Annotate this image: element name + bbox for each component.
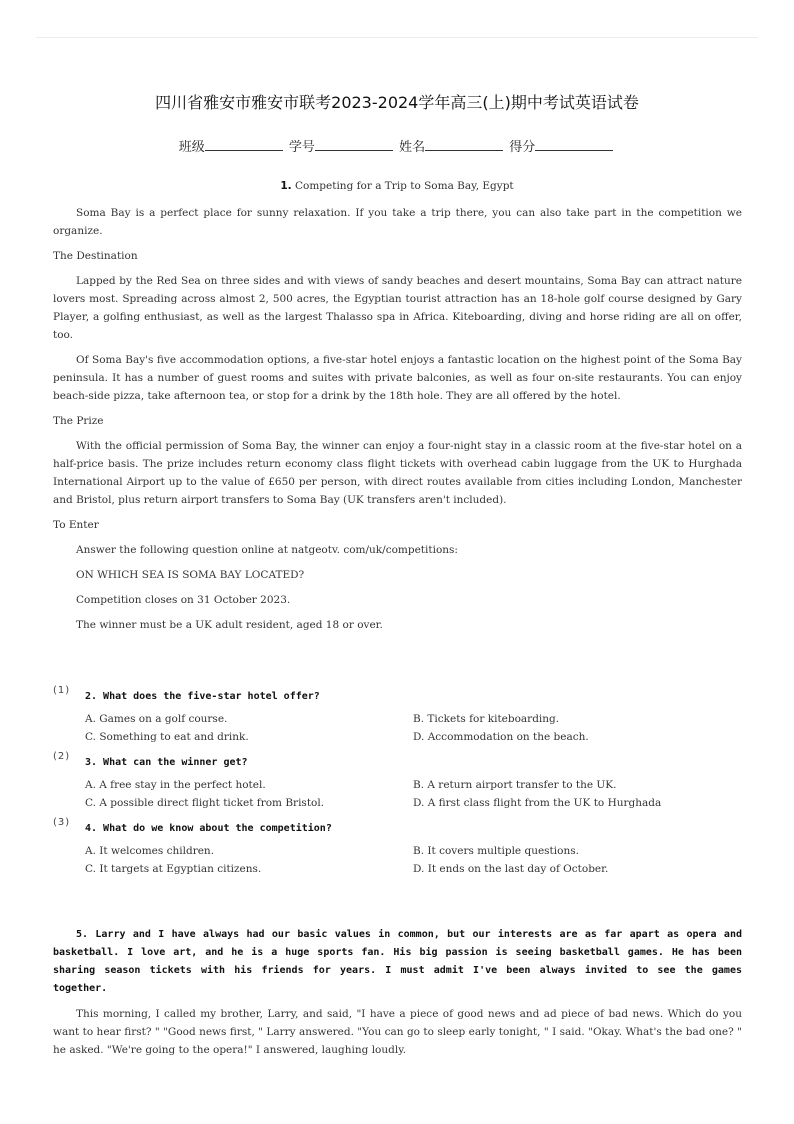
option-d: D. Accommodation on the beach. (413, 731, 589, 743)
destination-paragraph-1: Lapped by the Red Sea on three sides and with views of sandy beaches and desert mountains, Soma Bay can attract nature lovers most. Spreading across almost 2, 500 acres, the Egyptian tourist attraction has an 18-hole golf course designed by Gary Player, a golfing enthusiast, as well as the largest Thalasso spa in Africa. Kiteboarding, diving and horse riding are all on offer, too. (53, 275, 742, 341)
class-label: 班级 (178, 140, 205, 155)
passage-intro: Soma Bay is a perfect place for sunny relaxation. If you take a trip there, you can also take part in the competition we organize. (53, 207, 742, 237)
student-no-label: 学号 (288, 140, 315, 155)
question-1-number: 1. (280, 180, 292, 192)
option-grid (53, 776, 742, 812)
student-info-line (0, 136, 794, 155)
question-item (53, 817, 742, 878)
destination-paragraph-2: Of Soma Bay's five accommodation options, a five-star hotel enjoys a fantastic location on the highest point of the Soma Bay peninsula. It has a number of guest rooms and suites with private balconies, as well as four on-site restaurants. You can enjoy beach-side pizza, take afternoon tea, or stop for a drink by the 18th hole. They are all offered by the hotel. (53, 354, 742, 402)
question-sub-number: (3) (53, 817, 71, 828)
name-label: 姓名 (399, 140, 426, 155)
option-c: C. A possible direct flight ticket from Bristol. (85, 797, 325, 809)
option-a: A. It welcomes children. (85, 845, 215, 857)
score-blank (535, 138, 613, 151)
question-sub-number: (1) (53, 685, 71, 696)
question-list (53, 685, 742, 886)
question-item (53, 685, 742, 746)
page-title: 四川省雅安市雅安市联考2023-2024学年高三(上)期中考试英语试卷 (155, 93, 639, 112)
reading-passage-5 (53, 926, 742, 1059)
question-item (53, 751, 742, 812)
option-a: A. Games on a golf course. (85, 713, 228, 725)
question-stem: 3. What can the winner get? (85, 757, 248, 768)
option-grid (53, 842, 742, 878)
top-divider (36, 37, 758, 38)
option-d: D. It ends on the last day of October. (413, 863, 609, 875)
question-stem: 2. What does the five-star hotel offer? (85, 691, 320, 702)
student-no-blank (315, 138, 393, 151)
question-sub-number: (2) (53, 751, 71, 762)
option-c: C. Something to eat and drink. (85, 731, 249, 743)
passage-5-paragraph: This morning, I called my brother, Larry, and said, "I have a piece of good news and ad piece of bad news. Which do you want to hear first? " "Good news first, " Larry answered. "You can go to sleep early tonight, " I said. "Okay. What's the bad one? " he asked. "We're going to the opera!" I answered, laughing loudly. (53, 1008, 742, 1056)
section-heading-enter: To Enter (53, 519, 99, 531)
section-heading-prize: The Prize (53, 415, 104, 427)
option-grid (53, 710, 742, 746)
name-blank (425, 138, 503, 151)
score-label: 得分 (509, 140, 536, 155)
option-d: D. A first class flight from the UK to Hurghada (413, 797, 662, 809)
option-c: C. It targets at Egyptian citizens. (85, 863, 262, 875)
question-1-title: Competing for a Trip to Soma Bay, Egypt (294, 180, 514, 192)
question-1-header (0, 180, 794, 192)
prize-paragraph: With the official permission of Soma Bay, the winner can enjoy a four-night stay in a classic room at the five-star hotel on a half-price basis. The prize includes return economy class flight tickets with overhead cabin luggage from the UK to Hurghada International Airport up to the value of £650 per person, with direct routes available from cities including London, Manchester and Bristol, plus return airport transfers to Soma Bay (UK transfers aren't included). (53, 440, 742, 506)
enter-line: Answer the following question online at natgeotv. com/uk/competitions: (76, 544, 458, 556)
enter-line: ON WHICH SEA IS SOMA BAY LOCATED? (76, 569, 305, 581)
passage-5-bold-paragraph: 5. Larry and I have always had our basic values in common, but our interests are as far apart as opera and basketball. I love art, and he is a huge sports fan. His big passion is seeing basketball games. He has been sharing season tickets with his friends for years. I must admit I've been always invited to see the games together. (53, 929, 742, 994)
class-blank (205, 138, 283, 151)
section-heading-destination: The Destination (53, 250, 138, 262)
option-a: A. A free stay in the perfect hotel. (85, 779, 266, 791)
enter-line: The winner must be a UK adult resident, aged 18 or over. (76, 619, 383, 631)
question-stem: 4. What do we know about the competition? (85, 823, 332, 834)
option-b: B. A return airport transfer to the UK. (413, 779, 617, 791)
option-b: B. Tickets for kiteboarding. (413, 713, 560, 725)
option-b: B. It covers multiple questions. (413, 845, 579, 857)
reading-passage-1 (53, 204, 742, 641)
enter-line: Competition closes on 31 October 2023. (76, 594, 291, 606)
